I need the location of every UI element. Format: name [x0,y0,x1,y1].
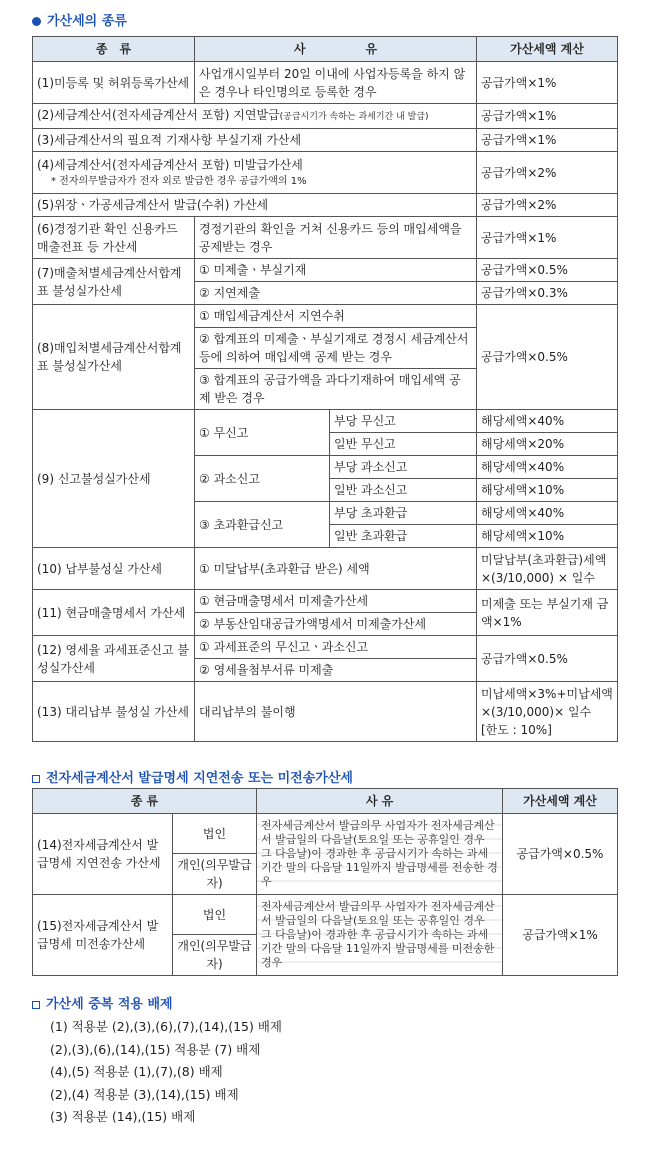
row14-type: (14)전자세금계산서 발급명세 지연전송 가산세 [33,814,173,895]
list-item: (2),(3),(6),(14),(15) 적용분 (7) 배제 [50,1041,261,1057]
row11-type: (11) 현금매출명세서 가산세 [33,590,195,636]
row13-calc: 미납세액×3%+미납세액×(3/10,000)× 일수 [한도 : 10%] [477,682,618,742]
e-invoice-table [32,788,618,976]
row15-calc: 공급가액×1% [503,895,618,976]
row14-corp: 법인 [173,814,257,854]
row4-note: * 전자의무발급자가 전자 외로 발급한 경우 공급가액의 1% [51,176,307,187]
row12-type: (12) 영세율 과세표준신고 불성실가산세 [33,636,195,682]
list-item: (4),(5) 적용분 (1),(7),(8) 배제 [50,1064,223,1079]
row15-reason: 전자세금계산서 발급의무 사업자가 전자세금계산서 발급일의 다음날(토요일 또는 공휴일인 경우 그 다음날)이 경과한 후 공급시기가 속하는 과세기간 말의 다음달 11일까지 발급명세를 미전송한 경우 [257,895,503,976]
row9-b: ② 과소신고 [195,456,330,502]
row9-c1-calc: 해당세액×40% [477,502,618,525]
row9-c1: 부당 초과환급 [330,502,477,525]
row3-calc: 공급가액×1% [477,129,618,152]
row9-b2: 일반 과소신고 [330,479,477,502]
square-bullet-icon [32,775,40,783]
row12-reason-b: ② 영세율첨부서류 미제출 [195,659,477,682]
row8-calc: 공급가액×0.5% [477,305,618,410]
row1-reason: 사업개시일부터 20일 이내에 사업자등록을 하지 않은 경우나 타인명의로 등록한 경우 [195,62,477,104]
row9-c2-calc: 해당세액×10% [477,525,618,548]
list-item: (3) 적용분 (14),(15) 배제 [50,1109,196,1124]
square-bullet-icon [32,1001,40,1009]
surcharge-types-table [32,36,618,742]
row15-corp: 법인 [173,895,257,935]
row11-reason-b: ② 부동산임대공급가액명세서 미제출가산세 [195,613,477,636]
row11-reason-a: ① 현금매출명세서 미제출가산세 [195,590,477,613]
list-item: (2),(4) 적용분 (3),(14),(15) 배제 [50,1086,239,1102]
row3-type: (3)세금계산서의 필요적 기재사항 부실기재 가산세 [33,129,477,152]
row4-type: (4)세금계산서(전자세금계산서 포함) 미발급가산세 * 전자의무발급자가 전자 외로 발급한 경우 공급가액의 1% [33,152,477,194]
row7-type: (7)매출처별세금계산서합계표 불성실가산세 [33,259,195,305]
row9-c: ③ 초과환급신고 [195,502,330,548]
row9-c2: 일반 초과환급 [330,525,477,548]
row9-a1: 부당 무신고 [330,410,477,433]
row5-type: (5)위장ㆍ가공세금계산서 발급(수취) 가산세 [33,194,477,217]
header2-calc: 가산세액 계산 [503,789,618,814]
row8-reason-a: ① 매입세금계산서 지연수취 [195,305,477,328]
row13-limit: [한도 : 10%] [481,722,552,737]
row9-a1-calc: 해당세액×40% [477,410,618,433]
row9-a: ① 무신고 [195,410,330,456]
header2-reason: 사 유 [257,789,503,814]
header-reason: 사 유 [195,37,477,62]
header2-type: 종 류 [33,789,257,814]
row9-a2-calc: 해당세액×20% [477,433,618,456]
row4-calc: 공급가액×2% [477,152,618,194]
row2-calc: 공급가액×1% [477,104,618,129]
bullet-dot-icon [32,17,41,26]
header-type: 종 류 [33,37,195,62]
row14-indiv: 개인(의무발급자) [173,854,257,895]
row10-type: (10) 납부불성실 가산세 [33,548,195,590]
row10-calc: 미달납부(초과환급)세액×(3/10,000) × 일수 [477,548,618,590]
row5-calc: 공급가액×2% [477,194,618,217]
row7-reason-b: ② 지연제출 [195,282,477,305]
row12-reason-a: ① 과세표준의 무신고ㆍ과소신고 [195,636,477,659]
row8-reason-c: ③ 합계표의 공급가액을 과다기재하여 매입세액 공제 받은 경우 [195,369,477,410]
row15-indiv: 개인(의무발급자) [173,935,257,976]
row1-calc: 공급가액×1% [477,62,618,104]
section3-title: 가산세 중복 적용 배제 [32,993,173,1012]
row7-calc-a: 공급가액×0.5% [477,259,618,282]
row9-b2-calc: 해당세액×10% [477,479,618,502]
header-calc: 가산세액 계산 [477,37,618,62]
row12-calc: 공급가액×0.5% [477,636,618,682]
row13-reason: 대리납부의 불이행 [195,682,477,742]
row14-reason: 전자세금계산서 발급의무 사업자가 전자세금계산서 발급일의 다음날(토요일 또는 공휴일인 경우 그 다음날)이 경과한 후 공급시기가 속하는 과세기간 말의 다음달 11일까지 발급명세를 전송한 경우 [257,814,503,895]
row15-type: (15)전자세금계산서 발급명세 미전송가산세 [33,895,173,976]
row11-calc: 미제출 또는 부실기재 금액×1% [477,590,618,636]
row14-calc: 공급가액×0.5% [503,814,618,895]
row9-b1: 부당 과소신고 [330,456,477,479]
row9-type: (9) 신고불성실가산세 [33,410,195,548]
row8-reason-b: ② 합계표의 미제출ㆍ부실기재로 경정시 세금계산서 등에 의하여 매입세액 공제 받는 경우 [195,328,477,369]
row10-reason: ① 미달납부(초과환급 받은) 세액 [195,548,477,590]
section1-title: 가산세의 종류 [32,10,127,29]
row8-type: (8)매입처별세금계산서합계표 불성실가산세 [33,305,195,410]
section2-title: 전자세금계산서 발급명세 지연전송 또는 미전송가산세 [32,767,353,786]
row6-reason: 경정기관의 확인을 거쳐 신용카드 등의 매입세액을 공제받는 경우 [195,217,477,259]
row13-type: (13) 대리납부 불성실 가산세 [33,682,195,742]
list-item: (1) 적용분 (2),(3),(6),(7),(14),(15) 배제 [50,1019,283,1034]
row6-type: (6)경정기관 확인 신용카드 매출전표 등 가산세 [33,217,195,259]
row9-a2: 일반 무신고 [330,433,477,456]
row7-reason-a: ① 미제출ㆍ부실기재 [195,259,477,282]
exclusion-list [50,1016,282,1129]
row9-b1-calc: 해당세액×40% [477,456,618,479]
row2-type: (2)세금계산서(전자세금계산서 포함) 지연발급(공급시기가 속하는 과세기간 내 발급) [33,104,477,129]
row7-calc-b: 공급가액×0.3% [477,282,618,305]
row6-calc: 공급가액×1% [477,217,618,259]
row1-type: (1)미등록 및 허위등록가산세 [33,62,195,104]
